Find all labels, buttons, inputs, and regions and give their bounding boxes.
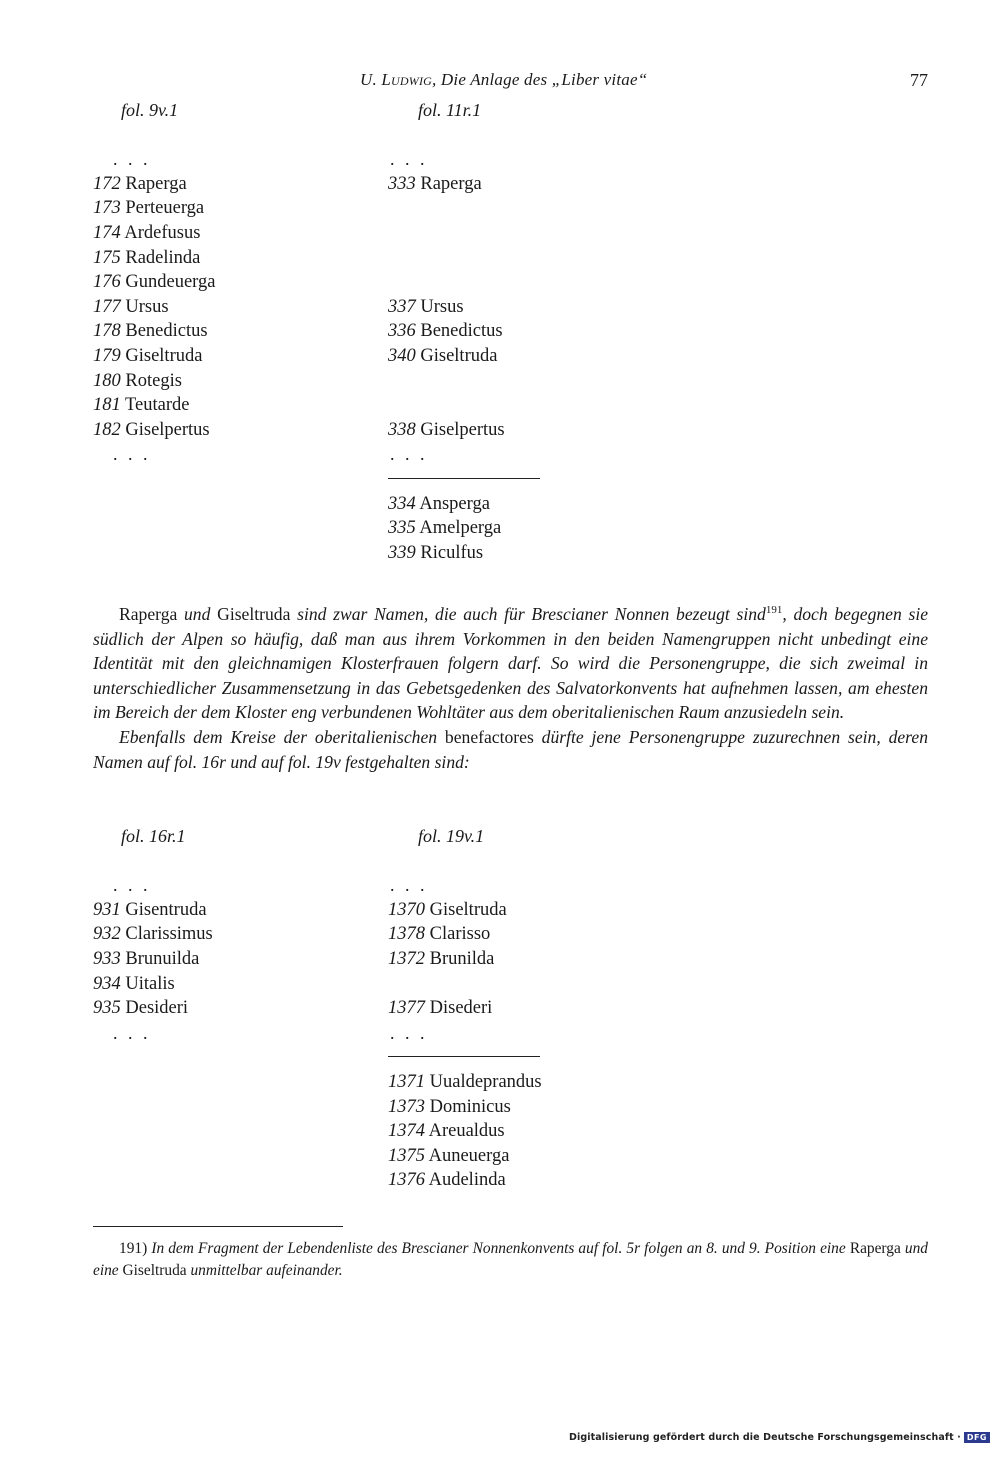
list2-right-heading: fol. 19v.1 — [418, 826, 485, 846]
ellipsis: . . . — [390, 875, 428, 896]
list-item: 1377 Disederi — [388, 998, 493, 1019]
list-item: 181 Teutarde — [93, 395, 190, 416]
list-item-blank — [388, 393, 505, 418]
list2-left-heading: fol. 16r.1 — [121, 826, 186, 846]
running-head-author: U. Ludwig, — [360, 70, 437, 89]
list-item: 173 Perteuerga — [93, 198, 205, 219]
list-item: 1376 Audelinda — [388, 1170, 506, 1191]
ellipsis: . . . — [113, 875, 151, 896]
ellipsis: . . . — [113, 1022, 151, 1043]
list-item-blank — [388, 972, 542, 997]
list-item: 182 Giselpertus — [93, 419, 210, 440]
credit-text: Digitalisierung gefördert durch die Deutsche Forschungsgemeinschaft · — [569, 1432, 961, 1443]
ellipsis: . . . — [113, 444, 151, 465]
list-item: 175 Radelinda — [93, 247, 201, 268]
list-item-blank — [388, 270, 505, 295]
list-item-blank — [388, 221, 505, 246]
list-item: 333 Raperga — [388, 173, 482, 194]
separator-rule — [388, 467, 505, 492]
ellipsis: . . . — [390, 444, 428, 465]
list-item: 934 Uitalis — [93, 973, 175, 994]
list1-right-heading: fol. 11r.1 — [418, 100, 482, 120]
list-item: 1371 Uualdeprandus — [388, 1071, 542, 1092]
list-item: 335 Amelperga — [388, 518, 502, 539]
list-item-blank — [388, 369, 505, 394]
footnote-separator — [93, 1226, 343, 1227]
running-head-title: Die Anlage des „Liber vitae“ — [436, 70, 648, 89]
list-item: 1374 Areualdus — [388, 1121, 505, 1142]
dfg-logo-icon: DFG — [964, 1432, 990, 1443]
list-item: 177 Ursus — [93, 296, 169, 317]
list-item: 174 Ardefusus — [93, 222, 201, 243]
footnote-marker: 191) — [119, 1240, 148, 1257]
list-item: 336 Benedictus — [388, 321, 503, 342]
footnote-191: 191) In dem Fragment der Lebendenliste des Brescianer Nonnenkonvents auf fol. 5r folgen an 8. und 9. Position eine Raperga und eine Giseltruda unmittelbar aufeinander. — [93, 1240, 928, 1279]
separator-rule — [388, 1045, 542, 1070]
list-item: 176 Gundeuerga — [93, 272, 216, 293]
ellipsis: . . . — [113, 149, 151, 170]
list-item: 178 Benedictus — [93, 321, 208, 342]
list1-right-column — [388, 98, 505, 565]
list-item: 180 Rotegis — [93, 370, 182, 391]
list-item: 1375 Auneuerga — [388, 1145, 510, 1166]
body-text — [93, 602, 928, 774]
list2-right-column — [388, 824, 542, 1193]
footnote-reference: 191 — [765, 604, 783, 616]
list-item-blank — [388, 246, 505, 271]
list-item: 338 Giselpertus — [388, 419, 505, 440]
ellipsis: . . . — [390, 1022, 428, 1043]
list2-left-column — [93, 824, 213, 1045]
ellipsis: . . . — [390, 149, 428, 170]
list-item: 179 Giseltruda — [93, 345, 203, 366]
list1-left-column — [93, 98, 215, 467]
digitization-credit — [569, 1432, 990, 1443]
list-item: 334 Ansperga — [388, 493, 490, 514]
list-item: 337 Ursus — [388, 296, 464, 317]
list-item: 1378 Clarisso — [388, 924, 491, 945]
list-item: 340 Giseltruda — [388, 345, 498, 366]
list-item: 935 Desideri — [93, 998, 189, 1019]
paragraph-1: Raperga und Giseltruda sind zwar Namen, die auch für Brescianer Nonnen bezeugt sind$^{191}$, doch begegnen sie südlich der Alpen so häufig, daß man aus ihrem Vorkommen in den beiden Namengruppen nicht unbedingt eine Identität mit den gleichnamigen Klosterfrauen folgern darf. So wird die Personengruppe, die sich zweimal in unterschiedlicher Zusammensetzung in das Gebetsgedenken des Salvatorkonvents hat aufnehmen lassen, am ehesten im Bereich der dem Kloster eng verbundenen Wohltäter aus dem oberitalienischen Raum anzusiedeln sein. — [93, 604, 929, 723]
list-item: 1373 Dominicus — [388, 1096, 511, 1117]
list-item: 339 Riculfus — [388, 542, 484, 563]
list-item-blank — [388, 196, 505, 221]
list-item: 931 Gisentruda — [93, 899, 207, 920]
list-item: 172 Raperga — [93, 173, 187, 194]
paragraph-2: Ebenfalls dem Kreise der oberitalienischen benefactores dürfte jene Personengruppe zuzurechnen sein, deren Namen auf fol. 16r und auf fol. 19v festgehalten sind: — [93, 726, 928, 772]
list-item: 932 Clarissimus — [93, 924, 213, 945]
page-number: 77 — [910, 70, 928, 90]
list-item: 1370 Giseltruda — [388, 899, 507, 920]
running-head — [360, 70, 647, 90]
list-item: 933 Brunuilda — [93, 948, 200, 969]
list-item: 1372 Brunilda — [388, 948, 495, 969]
list1-left-heading: fol. 9v.1 — [121, 100, 179, 120]
